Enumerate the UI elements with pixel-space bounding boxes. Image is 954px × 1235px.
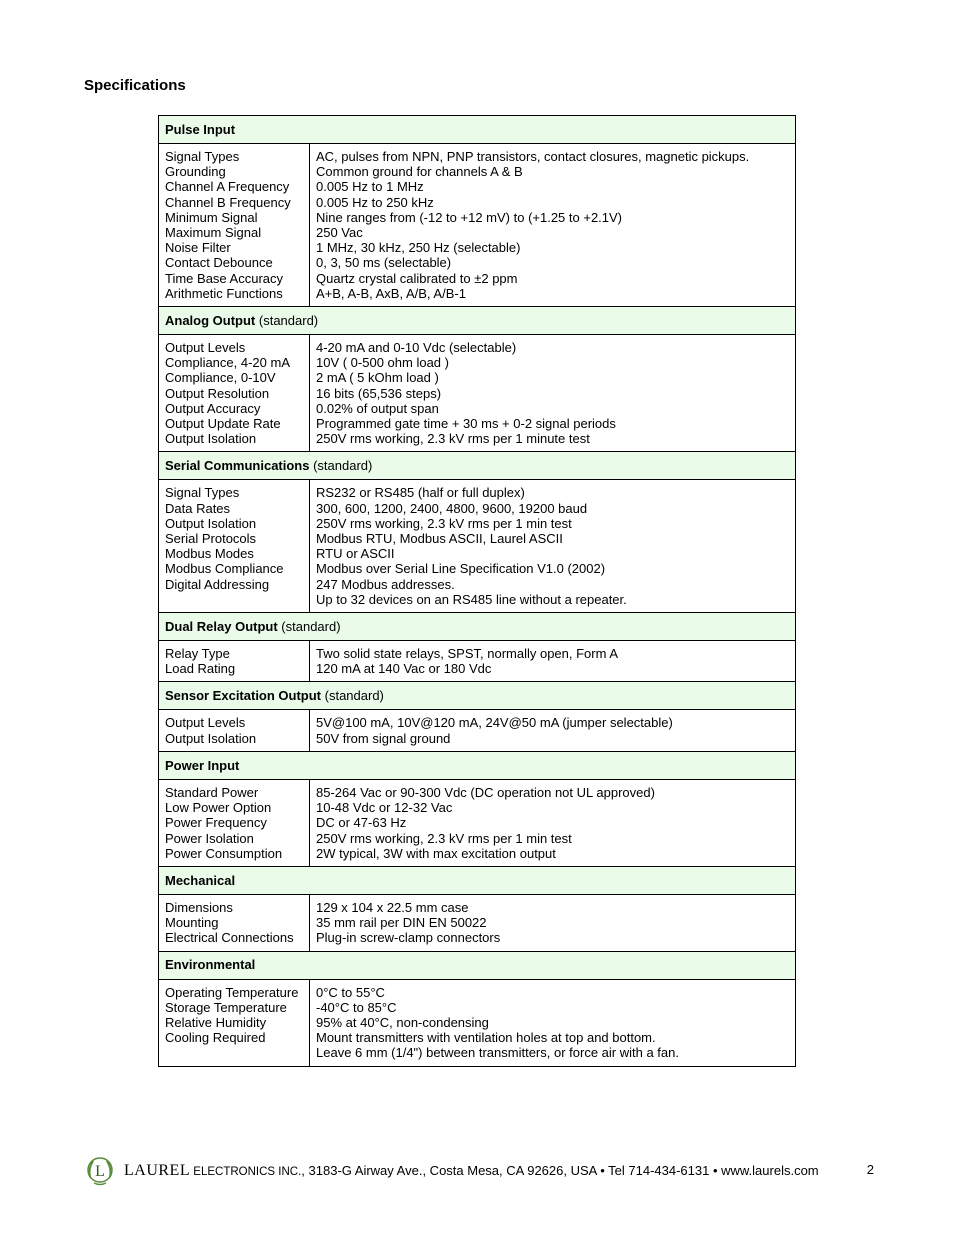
spec-label: Maximum Signal (165, 225, 262, 241)
spec-label: Output Accuracy (165, 400, 261, 416)
spec-values (310, 641, 796, 682)
spec-labels (159, 480, 310, 613)
spec-values (310, 710, 796, 751)
spec-label: Grounding (165, 164, 226, 180)
spec-label: Serial Protocols (165, 531, 257, 547)
spec-label: Digital Addressing (165, 576, 270, 592)
spec-value: Leave 6 mm (1/4") between transmitters, or force air with a fan. (316, 1045, 679, 1061)
spec-value: 120 mA at 140 Vac or 180 Vdc (316, 661, 492, 677)
footer-address: , 3183-G Airway Ave., Costa Mesa, CA 92626, USA • Tel 714-434-6131 • www.laurels.com (301, 1163, 819, 1178)
spec-value: RTU or ASCII (316, 546, 395, 562)
page-title: Specifications (84, 77, 186, 94)
spec-value: 300, 600, 1200, 2400, 4800, 9600, 19200 baud (316, 500, 588, 516)
section-body-row (159, 710, 796, 751)
spec-values (310, 335, 796, 452)
spec-value: 0.005 Hz to 1 MHz (316, 179, 424, 195)
spec-value: 247 Modbus addresses. (316, 576, 455, 592)
spec-labels (159, 144, 310, 307)
section-header-row (159, 116, 796, 144)
spec-label: Relay Type (165, 646, 230, 662)
spec-values (310, 979, 796, 1066)
section-header (159, 307, 796, 335)
section-header (159, 866, 796, 894)
spec-values (310, 779, 796, 866)
spec-label: Channel B Frequency (165, 194, 291, 210)
section-header-row (159, 682, 796, 710)
spec-value: Common ground for channels A & B (316, 164, 523, 180)
spec-label: Output Resolution (165, 385, 270, 401)
section-header (159, 116, 796, 144)
footer-brand: LAUREL (124, 1162, 191, 1179)
spec-label: Minimum Signal (165, 209, 258, 225)
spec-value: 2W typical, 3W with max excitation output (316, 845, 556, 861)
spec-label: Noise Filter (165, 240, 231, 256)
spec-label: Output Isolation (165, 730, 257, 746)
section-title: Analog Output (165, 312, 256, 328)
section-note: (standard) (321, 688, 384, 704)
spec-value: Modbus RTU, Modbus ASCII, Laurel ASCII (316, 531, 563, 547)
spec-value: Programmed gate time + 30 ms + 0-2 signal periods (316, 416, 616, 432)
svg-text:L: L (95, 1163, 105, 1180)
spec-value: 10V ( 0-500 ohm load ) (316, 355, 449, 371)
spec-values (310, 894, 796, 951)
section-note: (standard) (255, 312, 319, 328)
spec-value: RS232 or RS485 (half or full duplex) (316, 485, 525, 501)
spec-labels (159, 779, 310, 866)
section-header-row (159, 951, 796, 979)
section-header (159, 682, 796, 710)
section-header-row (159, 866, 796, 894)
spec-label: Electrical Connections (165, 930, 294, 946)
spec-value: 0.02% of output span (316, 400, 439, 416)
section-title: Serial Communications (165, 458, 310, 474)
spec-value: 250V rms working, 2.3 kV rms per 1 min test (316, 830, 572, 846)
spec-label: Modbus Modes (165, 546, 254, 562)
spec-label: Power Isolation (165, 830, 254, 846)
section-note: (standard) (309, 458, 373, 474)
spec-value: A+B, A-B, AxB, A/B, A/B-1 (316, 285, 466, 301)
spec-label: Output Isolation (165, 515, 257, 531)
spec-value: 95% at 40°C, non-condensing (316, 1014, 489, 1030)
spec-value: 0°C to 55°C (316, 984, 385, 1000)
section-body-row (159, 335, 796, 452)
spec-value: 4-20 mA and 0-10 Vdc (selectable) (316, 340, 517, 356)
spec-label: Arithmetic Functions (165, 285, 283, 301)
section-body-row (159, 979, 796, 1066)
spec-label: Output Update Rate (165, 416, 281, 432)
spec-value: 50V from signal ground (316, 730, 451, 746)
spec-value: Up to 32 devices on an RS485 line without a repeater. (316, 591, 627, 607)
spec-label: Low Power Option (165, 800, 272, 816)
spec-label: Compliance, 4-20 mA (165, 355, 290, 371)
spec-value: Nine ranges from (-12 to +12 mV) to (+1.25 to +2.1V) (316, 209, 623, 225)
spec-value: 35 mm rail per DIN EN 50022 (316, 915, 487, 931)
spec-label: Power Consumption (165, 845, 283, 861)
spec-value: 250V rms working, 2.3 kV rms per 1 minute test (316, 431, 590, 447)
spec-value: 0.005 Hz to 250 kHz (316, 194, 434, 210)
spec-value: DC or 47-63 Hz (316, 815, 407, 831)
spec-values (310, 144, 796, 307)
spec-label: Storage Temperature (165, 999, 287, 1015)
section-body-row (159, 480, 796, 613)
section-header (159, 613, 796, 641)
spec-value: 250 Vac (316, 225, 363, 241)
section-note: (standard) (277, 618, 341, 634)
spec-label: Dimensions (165, 899, 233, 915)
spec-value: 2 mA ( 5 kOhm load ) (316, 370, 439, 386)
spec-value: -40°C to 85°C (316, 999, 397, 1015)
spec-label: Output Levels (165, 715, 246, 731)
section-body-row (159, 144, 796, 307)
spec-label: Output Levels (165, 340, 246, 356)
spec-label: Contact Debounce (165, 255, 273, 271)
spec-labels (159, 979, 310, 1066)
spec-label: Load Rating (165, 661, 236, 677)
spec-label: Standard Power (165, 784, 259, 800)
spec-value: AC, pulses from NPN, PNP transistors, contact closures, magnetic pickups. (316, 149, 750, 164)
section-header-row (159, 613, 796, 641)
spec-label: Signal Types (165, 485, 240, 501)
footer (84, 1155, 874, 1189)
spec-labels (159, 641, 310, 682)
section-header-row (159, 452, 796, 480)
spec-value: 250V rms working, 2.3 kV rms per 1 min test (316, 515, 572, 531)
section-title: Power Input (165, 757, 240, 773)
laurel-logo-icon (84, 1155, 116, 1187)
section-title: Environmental (165, 957, 256, 973)
section-body-row (159, 641, 796, 682)
section-body-row (159, 779, 796, 866)
spec-labels (159, 710, 310, 751)
spec-label: Mounting (165, 915, 219, 931)
section-title: Pulse Input (165, 121, 236, 137)
section-title: Dual Relay Output (165, 618, 278, 634)
spec-label: Data Rates (165, 500, 231, 516)
footer-company: ELECTRONICS INC. (190, 1166, 302, 1178)
section-header (159, 452, 796, 480)
specifications-table (158, 115, 796, 1067)
spec-value: Mount transmitters with ventilation holes at top and bottom. (316, 1030, 656, 1046)
spec-value: Quartz crystal calibrated to ±2 ppm (316, 270, 518, 286)
spec-values (310, 480, 796, 613)
spec-label: Signal Types (165, 149, 240, 164)
spec-value: 85-264 Vac or 90-300 Vdc (DC operation not UL approved) (316, 784, 655, 800)
spec-value: 5V@100 mA, 10V@120 mA, 24V@50 mA (jumper selectable) (316, 715, 673, 731)
spec-value: Modbus over Serial Line Specification V1.0 (2002) (316, 561, 606, 577)
spec-value: 1 MHz, 30 kHz, 250 Hz (selectable) (316, 240, 521, 256)
section-title: Sensor Excitation Output (165, 688, 322, 704)
spec-label: Modbus Compliance (165, 561, 284, 577)
section-header (159, 751, 796, 779)
spec-value: 10-48 Vdc or 12-32 Vac (316, 800, 453, 816)
section-header (159, 951, 796, 979)
spec-label: Power Frequency (165, 815, 267, 831)
spec-labels (159, 894, 310, 951)
spec-label: Channel A Frequency (165, 179, 290, 195)
page-number: 2 (866, 1162, 874, 1177)
spec-label: Cooling Required (165, 1030, 266, 1046)
spec-label: Compliance, 0-10V (165, 370, 276, 386)
section-header-row (159, 751, 796, 779)
section-title: Mechanical (165, 872, 236, 888)
spec-labels (159, 335, 310, 452)
section-header-row (159, 307, 796, 335)
spec-value: Plug-in screw-clamp connectors (316, 930, 501, 946)
spec-value: 0, 3, 50 ms (selectable) (316, 255, 452, 271)
spec-label: Output Isolation (165, 431, 257, 447)
spec-value: Two solid state relays, SPST, normally open, Form A (316, 646, 619, 662)
spec-label: Time Base Accuracy (165, 270, 284, 286)
spec-label: Relative Humidity (165, 1014, 267, 1030)
spec-value: 129 x 104 x 22.5 mm case (316, 899, 469, 915)
spec-label: Operating Temperature (165, 984, 299, 1000)
spec-value: 16 bits (65,536 steps) (316, 385, 442, 401)
section-body-row (159, 894, 796, 951)
